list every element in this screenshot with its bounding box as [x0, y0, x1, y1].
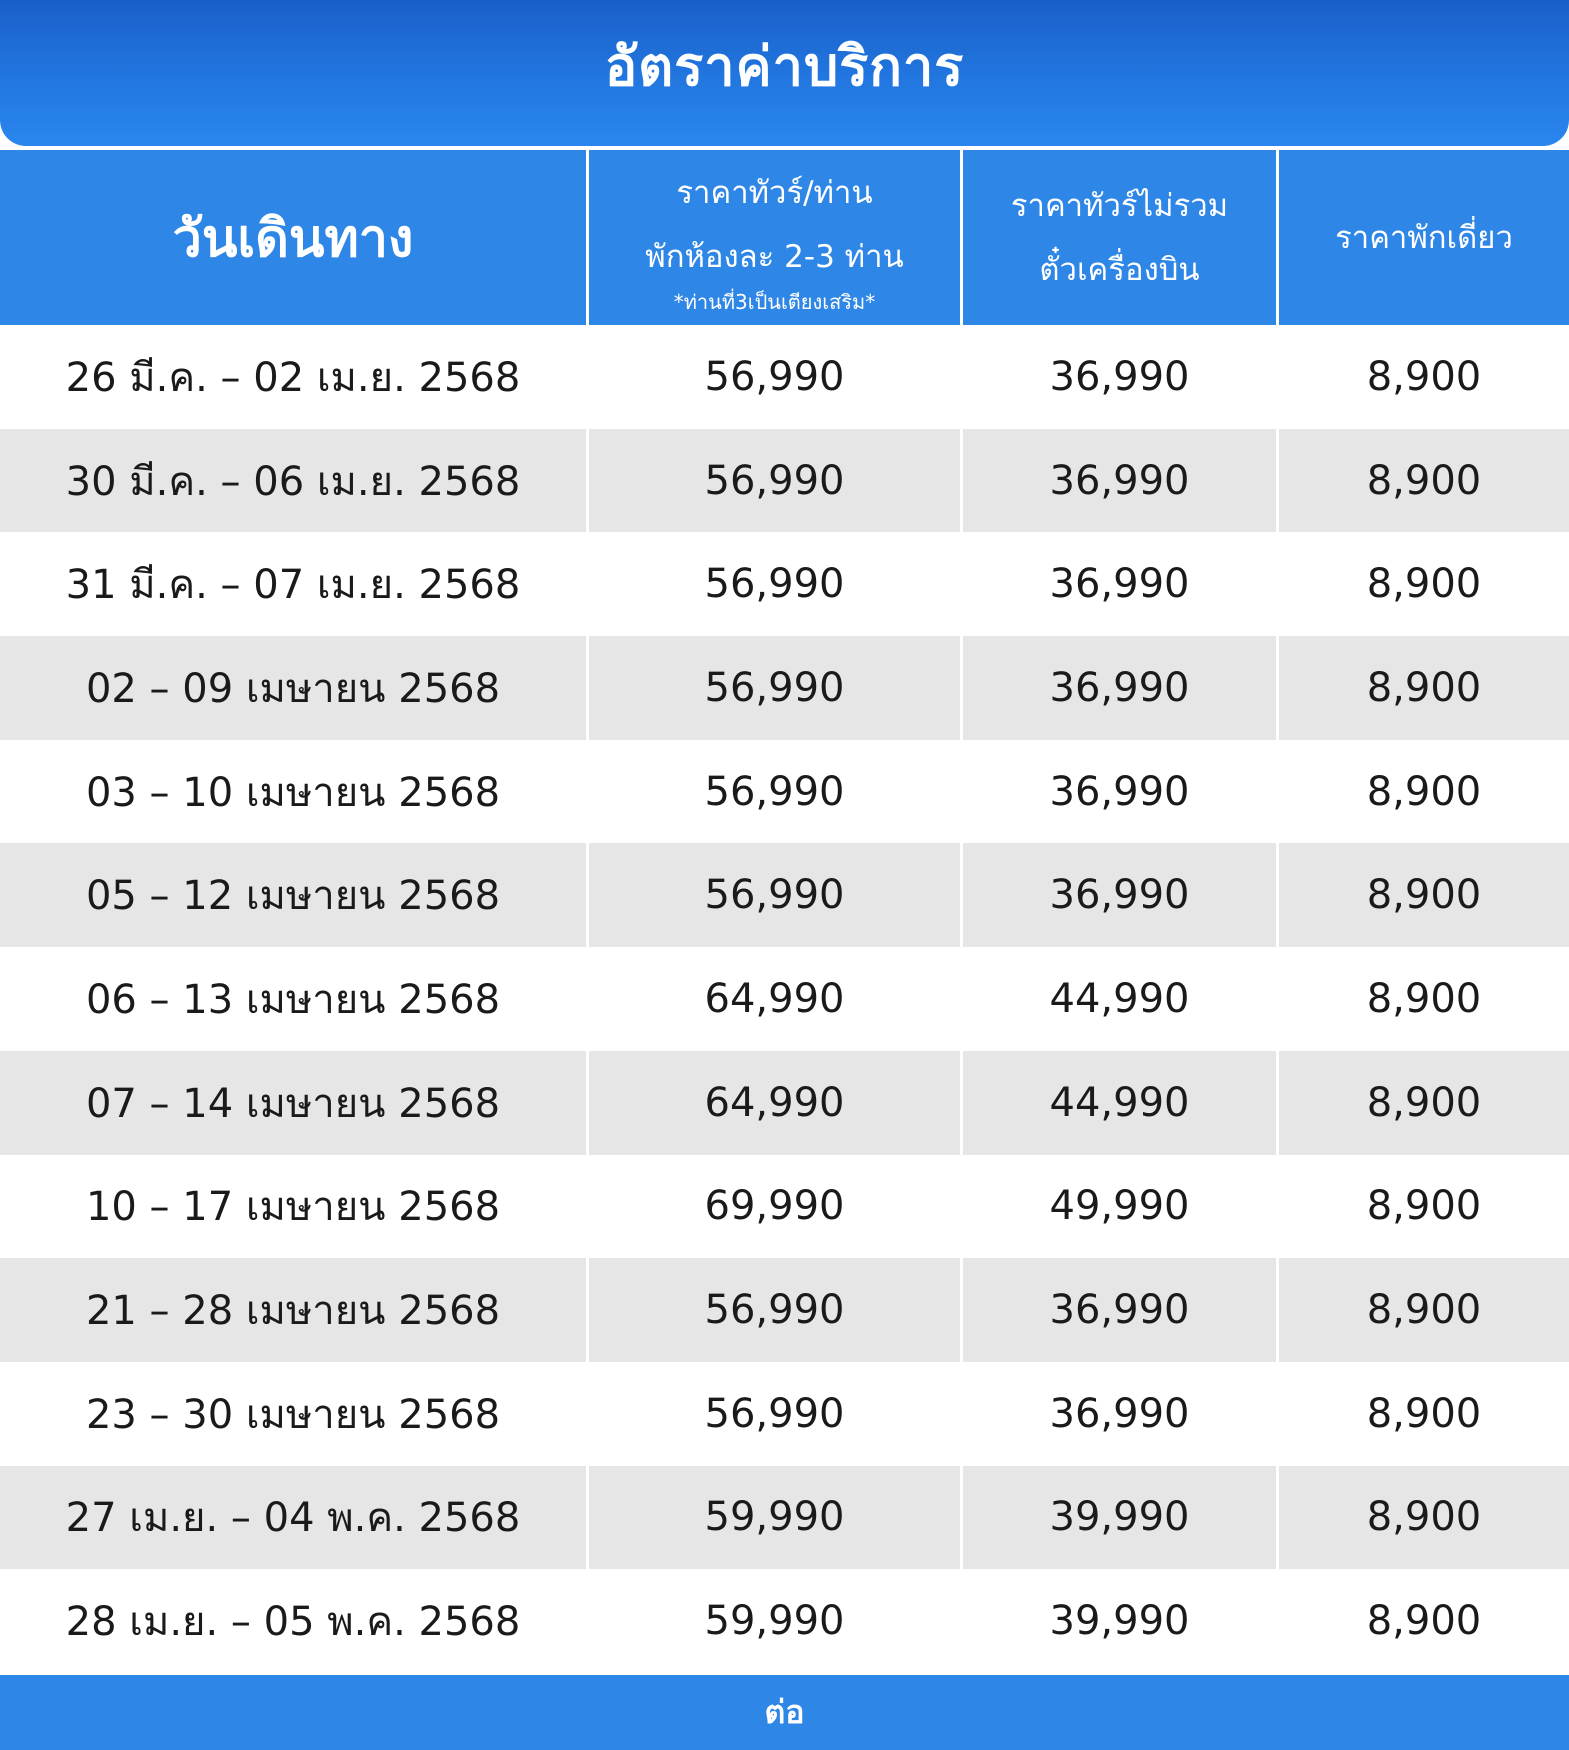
- date-cell: 10 – 17 เมษายน 2568: [0, 1155, 586, 1259]
- header-no-ticket-line2: ตั๋วเครื่องบิน: [1039, 251, 1200, 288]
- no-ticket-price-cell: 44,990: [960, 1051, 1276, 1155]
- date-cell: 02 – 09 เมษายน 2568: [0, 636, 586, 740]
- no-ticket-price-cell: 36,990: [960, 740, 1276, 844]
- header-no-ticket-line1: ราคาทัวร์ไม่รวม: [1010, 187, 1229, 224]
- single-price-cell: 8,900: [1276, 1569, 1569, 1673]
- tour-price-cell: 56,990: [586, 1362, 960, 1466]
- table-row: [0, 1258, 1569, 1362]
- tour-price-cell: 64,990: [586, 1051, 960, 1155]
- header-single-label: ราคาพักเดี่ยว: [1335, 219, 1513, 256]
- no-ticket-price-cell: 39,990: [960, 1466, 1276, 1570]
- date-cell: 30 มี.ค. – 06 เม.ย. 2568: [0, 429, 586, 533]
- header-date: [0, 150, 586, 325]
- no-ticket-price-cell: 49,990: [960, 1155, 1276, 1259]
- tour-price-cell: 59,990: [586, 1569, 960, 1673]
- date-cell: 03 – 10 เมษายน 2568: [0, 740, 586, 844]
- date-cell: 23 – 30 เมษายน 2568: [0, 1362, 586, 1466]
- table-row: [0, 325, 1569, 429]
- date-cell: 21 – 28 เมษายน 2568: [0, 1258, 586, 1362]
- table-row: [0, 532, 1569, 636]
- date-cell: 31 มี.ค. – 07 เม.ย. 2568: [0, 532, 586, 636]
- tour-price-cell: 69,990: [586, 1155, 960, 1259]
- page-title: อัตราค่าบริการ: [604, 35, 965, 98]
- no-ticket-price-cell: 36,990: [960, 1362, 1276, 1466]
- single-price-cell: 8,900: [1276, 1466, 1569, 1570]
- date-cell: 27 เม.ย. – 04 พ.ค. 2568: [0, 1466, 586, 1570]
- header-date-label: วันเดินทาง: [172, 209, 414, 269]
- tour-price-cell: 56,990: [586, 843, 960, 947]
- single-price-cell: 8,900: [1276, 1362, 1569, 1466]
- no-ticket-price-cell: 36,990: [960, 636, 1276, 740]
- footer-bar: [0, 1675, 1569, 1750]
- tour-price-cell: 56,990: [586, 325, 960, 429]
- price-table: [0, 150, 1569, 1673]
- header-no-ticket-price: [960, 150, 1276, 325]
- table-header-row: [0, 150, 1569, 325]
- single-price-cell: 8,900: [1276, 429, 1569, 533]
- table-row: [0, 1569, 1569, 1673]
- tour-price-cell: 56,990: [586, 429, 960, 533]
- table-row: [0, 1466, 1569, 1570]
- date-cell: 06 – 13 เมษายน 2568: [0, 947, 586, 1051]
- date-cell: 26 มี.ค. – 02 เม.ย. 2568: [0, 325, 586, 429]
- tour-price-cell: 59,990: [586, 1466, 960, 1570]
- single-price-cell: 8,900: [1276, 1051, 1569, 1155]
- single-price-cell: 8,900: [1276, 947, 1569, 1051]
- no-ticket-price-cell: 36,990: [960, 429, 1276, 533]
- single-price-cell: 8,900: [1276, 636, 1569, 740]
- no-ticket-price-cell: 36,990: [960, 1258, 1276, 1362]
- title-banner: [0, 0, 1569, 146]
- no-ticket-price-cell: 36,990: [960, 325, 1276, 429]
- table-row: [0, 429, 1569, 533]
- header-tour-price-line1: ราคาทัวร์/ท่าน: [676, 174, 873, 211]
- header-tour-price-note: *ท่านที่3เป็นเตียงเสริม*: [673, 289, 876, 314]
- single-price-cell: 8,900: [1276, 532, 1569, 636]
- header-tour-price-line2: พักห้องละ 2-3 ท่าน: [645, 238, 904, 275]
- date-cell: 07 – 14 เมษายน 2568: [0, 1051, 586, 1155]
- single-price-cell: 8,900: [1276, 325, 1569, 429]
- header-single-price: [1276, 150, 1569, 325]
- no-ticket-price-cell: 36,990: [960, 532, 1276, 636]
- table-row: [0, 636, 1569, 740]
- table-row: [0, 1362, 1569, 1466]
- no-ticket-price-cell: 44,990: [960, 947, 1276, 1051]
- single-price-cell: 8,900: [1276, 843, 1569, 947]
- no-ticket-price-cell: 36,990: [960, 843, 1276, 947]
- table-row: [0, 1155, 1569, 1259]
- single-price-cell: 8,900: [1276, 1258, 1569, 1362]
- table-row: [0, 843, 1569, 947]
- table-row: [0, 740, 1569, 844]
- tour-price-cell: 56,990: [586, 740, 960, 844]
- header-tour-price: [586, 150, 960, 325]
- tour-price-cell: 56,990: [586, 1258, 960, 1362]
- no-ticket-price-cell: 39,990: [960, 1569, 1276, 1673]
- table-row: [0, 1051, 1569, 1155]
- date-cell: 05 – 12 เมษายน 2568: [0, 843, 586, 947]
- date-cell: 28 เม.ย. – 05 พ.ค. 2568: [0, 1569, 586, 1673]
- tour-price-cell: 56,990: [586, 636, 960, 740]
- single-price-cell: 8,900: [1276, 740, 1569, 844]
- footer-continue-label: ต่อ: [764, 1693, 805, 1731]
- table-row: [0, 947, 1569, 1051]
- tour-price-cell: 64,990: [586, 947, 960, 1051]
- single-price-cell: 8,900: [1276, 1155, 1569, 1259]
- tour-price-cell: 56,990: [586, 532, 960, 636]
